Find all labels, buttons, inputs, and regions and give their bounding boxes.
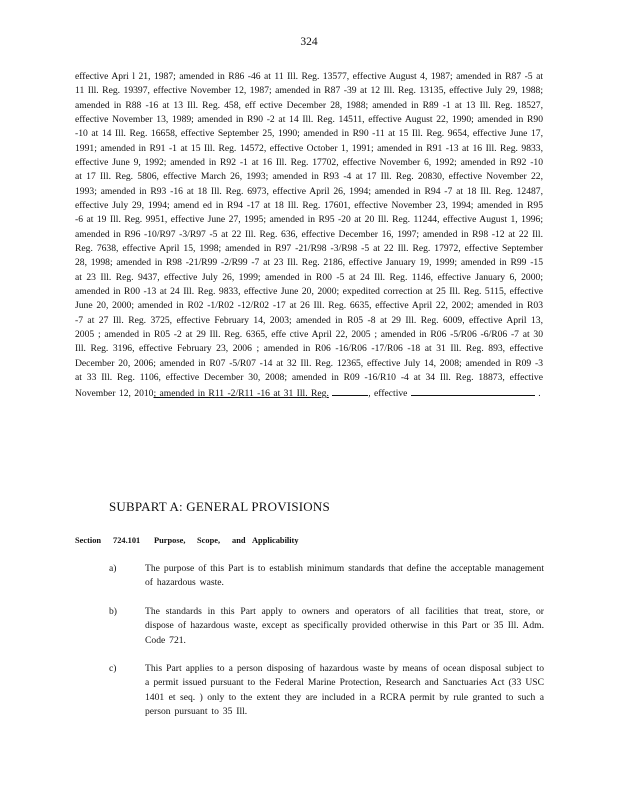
blank-line-reg-page — [332, 385, 368, 396]
subsection-letter: a) — [109, 563, 117, 574]
source-history-note — [75, 70, 543, 402]
page-number: 324 — [300, 36, 318, 48]
section-title-word: and — [232, 536, 246, 545]
section-label: Section — [75, 536, 102, 545]
subpart-title: SUBPART A: GENERAL PROVISIONS — [109, 499, 330, 514]
section-heading — [75, 536, 299, 545]
history-end-period: . — [538, 388, 541, 400]
section-number: 724.101 — [113, 536, 141, 545]
subsection-a — [109, 562, 544, 591]
section-title-word: Purpose, — [154, 536, 186, 545]
history-latest-amendment: ; amended in R11 -2/R11 -16 at 31 Ill. Reg. — [153, 388, 329, 400]
subsection-text: This Part applies to a person disposing of hazardous waste by means of ocean disposal subject to a permit issued pursuant to the Federal Marine Protection, Research and Sanctuaries Act (33 USC 1401 et seq. ) only to the extent they are included in a RCRA permit by rule granted to such a person pursuant to 35 Ill. — [145, 663, 544, 717]
subsection-text: The standards in this Part apply to owners and operators of all facilities that treat, store, or dispose of hazardous waste, except as specifically provided otherwise in this Part or 35 Ill. Adm. Code 721. — [145, 606, 544, 646]
section-title-word: Scope, — [197, 536, 221, 545]
subsection-text: The purpose of this Part is to establish minimum standards that define the acceptable management of hazardous waste. — [145, 563, 544, 589]
subsection-c — [109, 662, 544, 719]
subsection-letter: c) — [109, 663, 117, 674]
history-effective-word: , effective — [368, 388, 408, 400]
section-title-word: Applicability — [252, 536, 299, 545]
history-text: effective Apri l 21, 1987; amended in R86 -46 at 11 Ill. Reg. 13577, effective August 4, 1987; amended in R87 -5 at 11 Ill. Reg. 19397, effective November 12, 1987; amended in R87 -39 at 12 Ill. Reg. 13135, effective July 29, 1988; amended in R88 -16 at 13 Ill. Reg. 458, eff ective December 28, 1988; amended in R89 -1 at 13 Ill. Reg. 18527, effective November 13, 1989; amended in R90 -2 at 14 Ill. Reg. 14511, effective August 22, 1990; amended in R90 -10 at 14 Ill. Reg. 16658, effective September 25, 1990; amended in R90 -11 at 15 Ill. Reg. 9654, effective June 17, 1991; amended in R91 -1 at 15 Ill. Reg. 14572, effective October 1, 1991; amended in R91 -13 at 16 Ill. Reg. 9833, effective June 9, 1992; amended in R92 -1 at 16 Ill. Reg. 17702, effective November 6, 1992; amended in R92 -10 at 17 Ill. Reg. 5806, effective March 26, 1993; amended in R93 -4 at 17 Ill. Reg. 20830, effective November 22, 1993; amended in R93 -16 at 18 Ill. Reg. 6973, effective April 26, 1994; amended in R94 -7 at 18 Ill. Reg. 12487, effective July 29, 1994; amend ed in R94 -17 at 18 Ill. Reg. 17601, effective November 23, 1994; amended in R95 -6 at 19 Ill. Reg. 9951, effective June 27, 1995; amended in R95 -20 at 20 Ill. Reg. 11244, effective August 1, 1996; amended in R96 -10/R97 -3/R97 -5 at 22 Ill. Reg. 636, effective December 16, 1997; amended in R98 -12 at 22 Ill. Reg. 7638, effective April 15, 1998; amended in R97 -21/R98 -3/R98 -5 at 22 Ill. Reg. 17972, effective September 28, 1998; amended in R98 -21/R99 -2/R99 -7 at 23 Ill. Reg. 2186, effective January 19, 1999; amended in R99 -15 at 23 Ill. Reg. 9437, effective July 26, 1999; amended in R00 -5 at 24 Ill. Reg. 1146, effective January 6, 2000; amended in R00 -13 at 24 Ill. Reg. 9833, effective June 20, 2000; expedited correction at 25 Ill. Reg. 5115, effective June 20, 2000; amended in R02 -1/R02 -12/R02 -17 at 26 Ill. Reg. 6635, effective April 22, 2002; amended in R03 -7 at 27 Ill. Reg. 3725, effective February 14, 2003; amended in R05 -8 at 29 Ill. Reg. 6009, effective April 13, 2005 ; amended in R05 -2 at 29 Ill. Reg. 6365, effe ctive April 22, 2005 ; amended in R06 -5/R06 -6/R06 -7 at 30 Ill. Reg. 3196, effective February 23, 2006 ; amended in R06 -16/R06 -17/R06 -18 at 31 Ill. Reg. 893, effective December 20, 2006; amended in R07 -5/R07 -14 at 32 Ill. Reg. 12365, effective July 14, 2008; amended in R09 -3 at 33 Ill. Reg. 1106, effective December 30, 2008; amended in R09 -16/R10 -4 at 34 Ill. Reg. 18873, effective November 12, 2010 — [75, 71, 543, 400]
subsection-b — [109, 605, 544, 648]
blank-line-effective-date — [411, 385, 535, 396]
subsection-letter: b) — [109, 606, 117, 617]
